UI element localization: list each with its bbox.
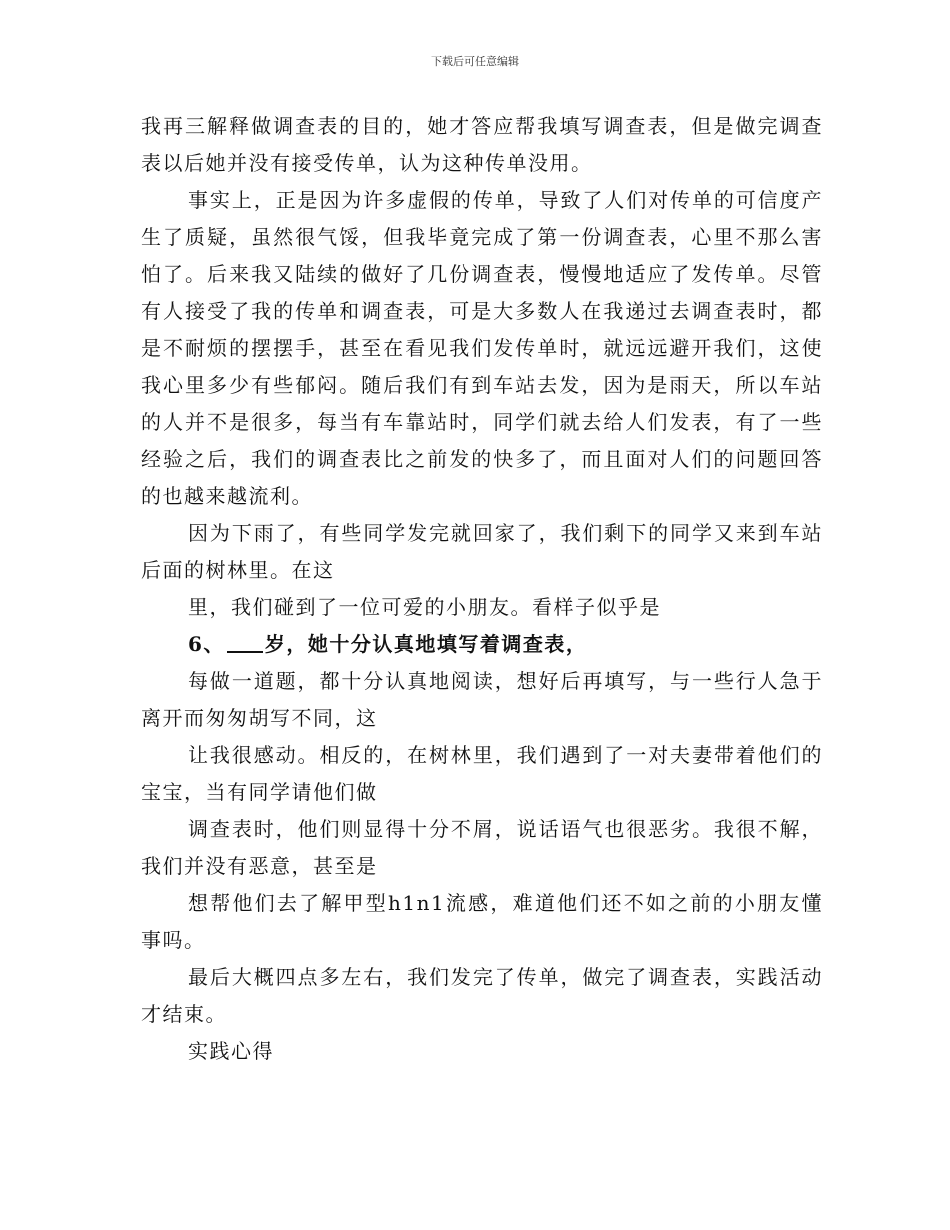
paragraph-11-section-title: 实践心得 [188,1039,274,1063]
paragraph-5-heading [141,626,823,663]
heading-text: 岁，她十分认真地填写着调查表， [264,632,588,656]
paragraph-7: 让我很感动。相反的，在树林里，我们遇到了一对夫妻带着他们的宝宝，当有同学请他们做 [141,743,823,804]
page-header-note: 下载后可任意编辑 [431,55,519,68]
paragraph-9: 想帮他们去了解甲型h1n1流感，难道他们还不如之前的小朋友懂事吗。 [141,891,823,952]
heading-number: 6、 [188,632,225,656]
paragraph-3: 因为下雨了，有些同学发完就回家了，我们剩下的同学又来到车站后面的树林里。在这 [141,521,823,582]
paragraph-1: 我再三解释做调查表的目的，她才答应帮我填写调查表，但是做完调查表以后她并没有接受传单，认为这种传单没用。 [141,114,823,175]
paragraph-4: 里，我们碰到了一位可爱的小朋友。看样子似乎是 [188,595,661,619]
paragraph-10: 最后大概四点多左右，我们发完了传单，做完了调查表，实践活动才结束。 [141,965,823,1026]
paragraph-2: 事实上，正是因为许多虚假的传单，导致了人们对传单的可信度产生了质疑，虽然很气馁，但我毕竟完成了第一份调查表，心里不那么害怕了。后来我又陆续的做好了几份调查表，慢慢地适应了发传单。尽管有人接受了我的传单和调查表，可是大多数人在我递过去调查表时，都是不耐烦的摆摆手，甚至在看见我们发传单时，就远远避开我们，这使我心里多少有些郁闷。随后我们有到车站去发，因为是雨天，所以车站的人并不是很多，每当有车靠站时，同学们就去给人们发表，有了一些经验之后，我们的调查表比之前发的快多了，而且面对人们的问题回答的也越来越流利。 [141,188,823,508]
paragraph-6: 每做一道题，都十分认真地阅读，想好后再填写，与一些行人急于离开而匆匆胡写不同，这 [141,669,823,730]
fill-in-blank [227,631,263,653]
document-body [141,108,823,1070]
paragraph-8: 调查表时，他们则显得十分不屑，说话语气也很恶劣。我很不解，我们并没有恶意，甚至是 [141,817,823,878]
